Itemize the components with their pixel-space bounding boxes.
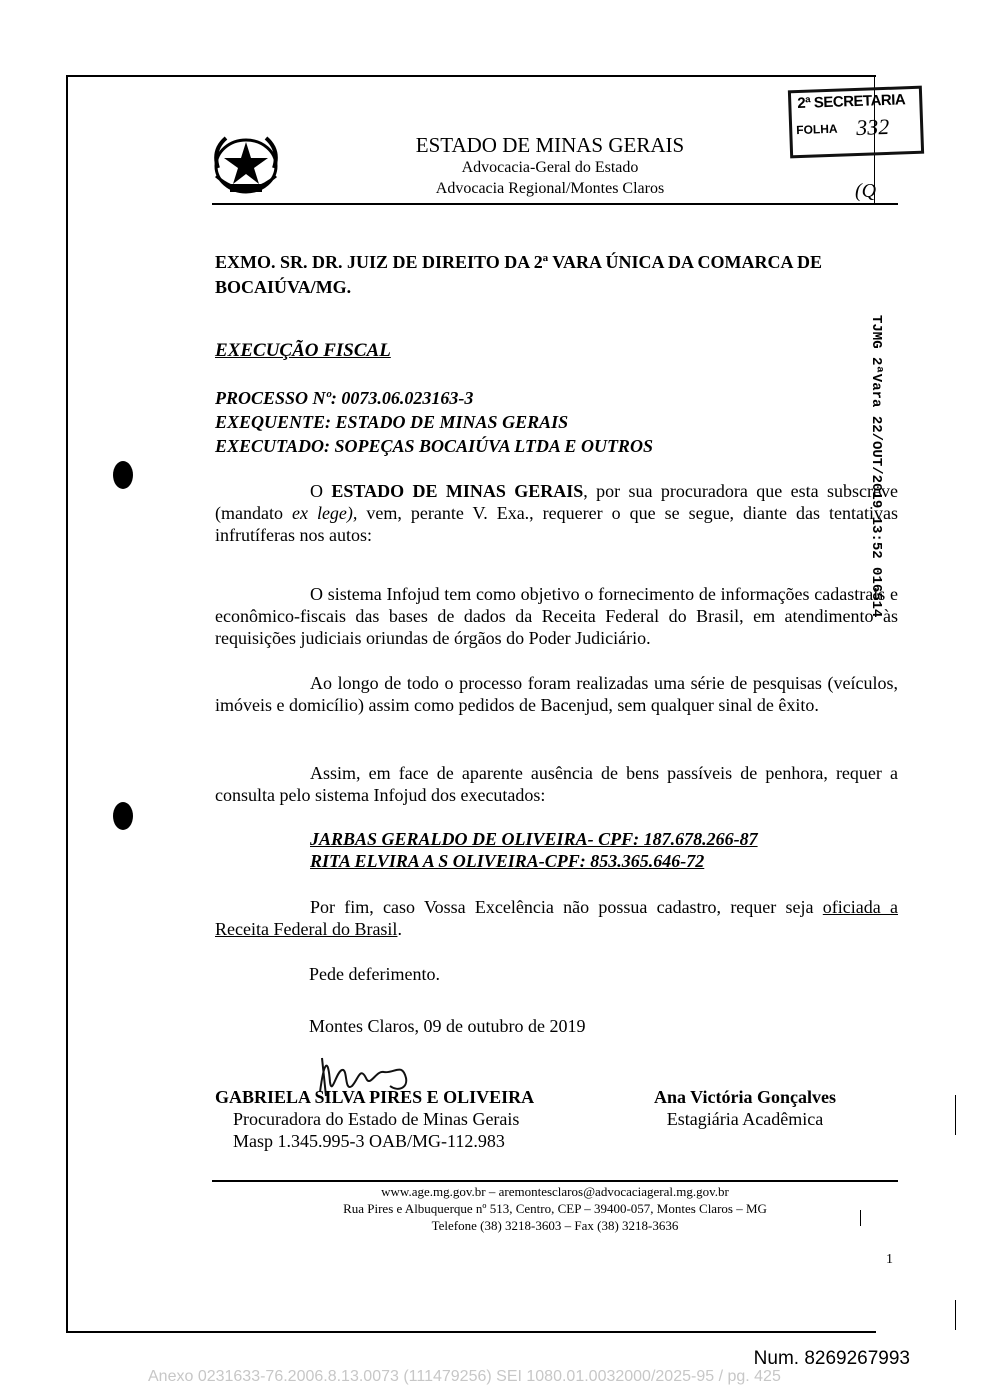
signature-block-attorney: [215, 1086, 565, 1152]
place-date: Montes Claros, 09 de outubro de 2019: [309, 1016, 586, 1036]
state-crest-icon: [208, 128, 284, 200]
scan-artifact-line: [860, 1210, 861, 1226]
punch-hole: [113, 802, 133, 830]
paragraph-request: [215, 762, 898, 806]
footer-phone: Telefone (38) 3218-3603 – Fax (38) 3218-3636: [431, 1218, 679, 1233]
attorney-name: GABRIELA SILVA PIRES E OLIVEIRA: [215, 1087, 535, 1107]
p1-lead: O: [310, 481, 332, 501]
attorney-role: Procuradora do Estado de Minas Gerais: [233, 1109, 520, 1129]
header-handwritten-mark: (Q: [855, 180, 877, 202]
paragraph-final: [215, 896, 898, 940]
p5-c: .: [397, 919, 402, 939]
p5-a: Por fim, caso Vossa Excelência não possua cadastro, requer seja: [310, 897, 823, 917]
document-number: Num. 8269267993: [753, 1348, 910, 1369]
stamp-page: 332: [855, 113, 890, 140]
page-border-bottom: [66, 1331, 876, 1333]
court-receipt-stamp: TJMG 2ªVara 22/OUT/2019 13:52 016514: [868, 315, 884, 618]
p2-text: O sistema Infojud tem como objetivo o fornecimento de informações cadastrais e econômico-fiscais das bases de dados da Receita Federal do Brasil, em atendimento às requisições judiciais oriundas de órgãos do Poder Judiciário.: [215, 584, 898, 648]
intern-role: Estagiária Acadêmica: [666, 1109, 824, 1129]
footer-divider: [212, 1180, 898, 1182]
p5-underline-1: oficiada a: [822, 897, 899, 917]
p1-b: vem, perante V. Exa., requerer o que se segue, diante das tentativas infrutíferas nos autos:: [215, 503, 898, 545]
p3-text: Ao longo de todo o processo foram realizadas uma série de pesquisas (veículos, imóveis e domicílio) assim como pedidos de Bacenjud, sem qualquer sinal de êxito.: [215, 673, 898, 715]
header-regional-office: Advocacia Regional/Montes Claros: [435, 180, 665, 197]
signature-block-intern: [640, 1086, 850, 1130]
footer-web-email: www.age.mg.gov.br – aremontesclaros@advocaciageral.mg.gov.br: [381, 1184, 729, 1199]
page-border-left: [66, 75, 68, 1333]
stamp-folha: FOLHA: [796, 121, 838, 138]
punch-hole: [113, 461, 133, 489]
p4-text: Assim, em face de aparente ausência de bens passíveis de penhora, requer a consulta pelo sistema Infojud dos executados:: [215, 763, 898, 805]
secretariat-stamp: [788, 86, 924, 159]
debtor-2: RITA ELVIRA A S OLIVEIRA-CPF: 853.365.646-72: [310, 851, 705, 871]
footer-address: Rua Pires e Albuquerque nº 513, Centro, CEP – 39400-057, Montes Claros – MG: [343, 1201, 767, 1216]
header-agency: Advocacia-Geral do Estado: [461, 159, 639, 176]
page-number: 1: [886, 1252, 893, 1267]
attorney-id: Masp 1.345.995-3 OAB/MG-112.983: [233, 1131, 505, 1151]
debtor-1: JARBAS GERALDO DE OLIVEIRA- CPF: 187.678.266-87: [310, 829, 758, 849]
addressee: EXMO. SR. DR. JUIZ DE DIREITO DA 2ª VARA ÚNICA DA COMARCA DE BOCAIÚVA/MG.: [215, 252, 822, 297]
p1-bold: ESTADO DE MINAS GERAIS: [331, 481, 584, 501]
case-type: EXECUÇÃO FISCAL: [215, 340, 391, 361]
debtor-list: [310, 828, 758, 872]
annex-watermark: Anexo 0231633-76.2006.8.13.0073 (111479256) SEI 1080.01.0032000/2025-95 / pg. 425: [148, 1368, 781, 1385]
p5-underline-2: Receita Federal do Brasil: [215, 919, 398, 939]
p1-a: , por sua procuradora que esta subscreve (mandato: [215, 481, 898, 523]
stamp-secretariat: 2ª SECRETARIA: [797, 91, 906, 113]
paragraph-intro: [215, 480, 898, 546]
scan-artifact-line: [955, 1300, 956, 1330]
closing-request: Pede deferimento.: [309, 964, 440, 984]
process-number: PROCESSO Nº: 0073.06.023163-3: [215, 388, 474, 408]
intern-name: Ana Victória Gonçalves: [654, 1087, 836, 1107]
plaintiff: EXEQUENTE: ESTADO DE MINAS GERAIS: [215, 412, 569, 432]
defendant: EXECUTADO: SOPEÇAS BOCAIÚVA LTDA E OUTROS: [215, 436, 653, 456]
paragraph-infojud: [215, 583, 898, 649]
p1-italic: ex lege),: [291, 503, 358, 523]
scan-artifact-line: [955, 1095, 956, 1135]
header-state: ESTADO DE MINAS GERAIS: [415, 133, 685, 157]
case-details: [215, 386, 653, 458]
page-border-top: [66, 75, 876, 77]
header-divider: [212, 203, 898, 205]
paragraph-searches: [215, 672, 898, 716]
